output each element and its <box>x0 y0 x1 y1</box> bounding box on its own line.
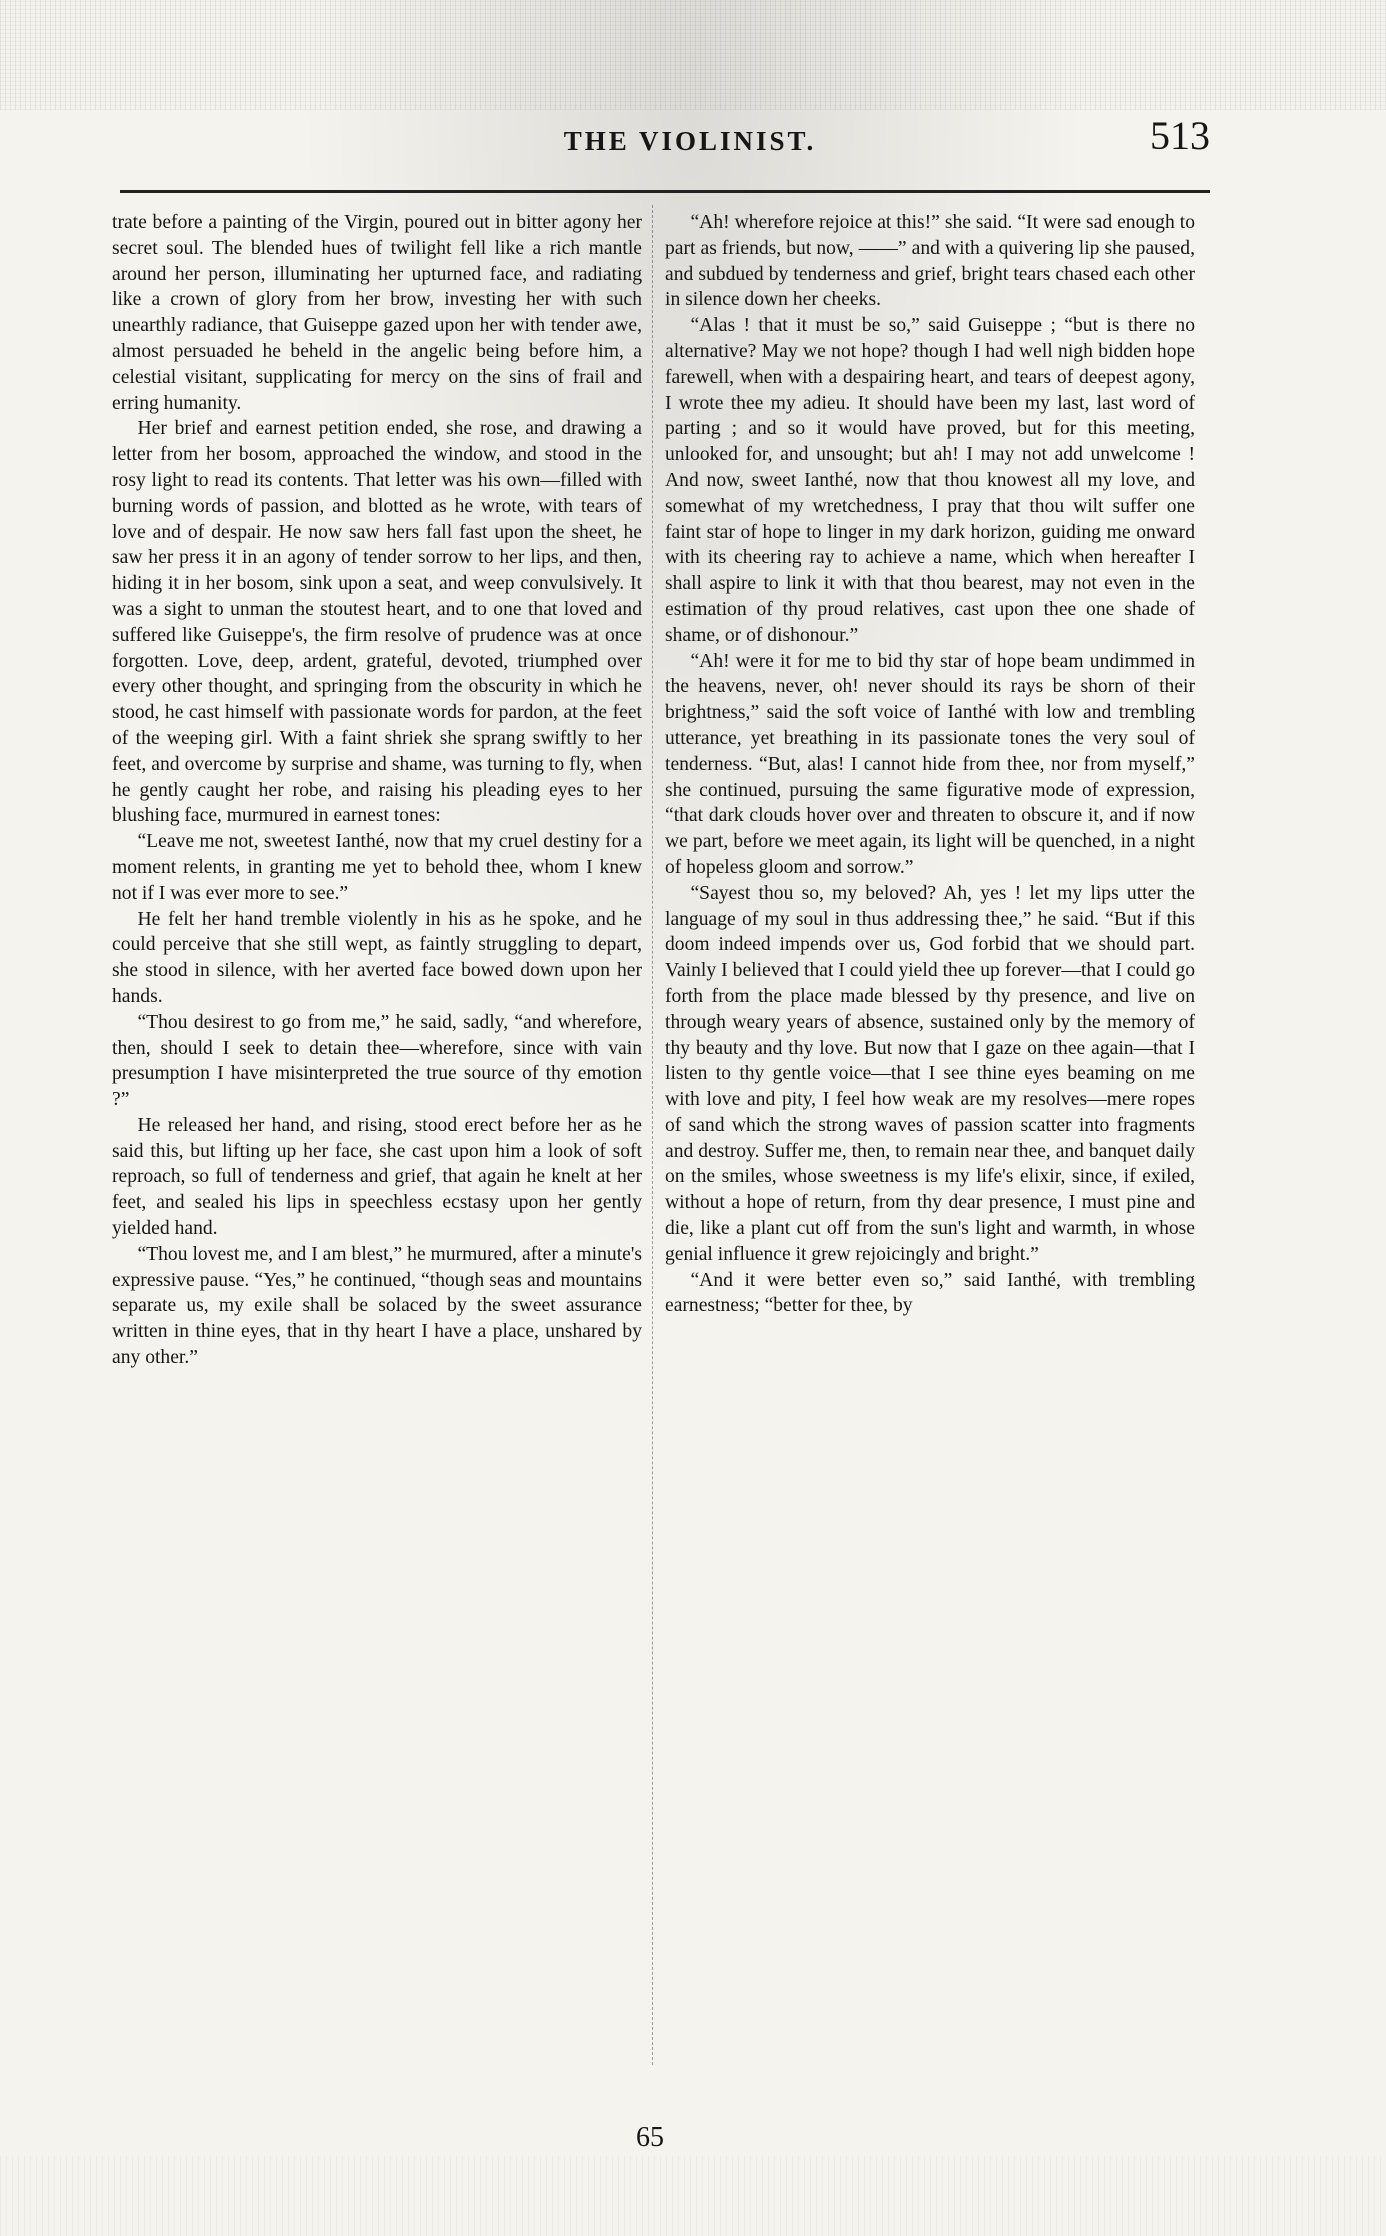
paragraph: “Sayest thou so, my beloved? Ah, yes ! let my lips utter the language of my soul in thus addressing thee,” he said. “But if this doom indeed impends over us, God forbid that we should part. Vainly I believed that I could yield thee up forever—that I could go forth from the place made blessed by thy presence, and live on through weary years of absence, sustained only by the memory of thy beauty and thy love. But now that I gaze on thee again—that I listen to thy gentle voice—that I see thine eyes beaming on me with love and pity, I feel how weak are my resolves—mere ropes of sand which the strong waves of passion scatter into fragments and destroy. Suffer me, then, to remain near thee, and banquet daily on the smiles, whose sweetness is my life's elixir, since, if exiled, without a hope of return, from thy dear presence, I must pine and die, like a plant cut off from the sun's light and warmth, in whose genial influence it grew rejoicingly and bright.” <box>665 882 1195 1265</box>
paragraph: Her brief and earnest petition ended, she rose, and drawing a letter from her bosom, approached the window, and stood in the rosy light to read its contents. That letter was his own—filled with burning words of passion, and blotted as he wrote, with tears of love and of despair. He now saw hers fall fast upon the sheet, he saw her press it in an agony of tender sorrow to her lips, and then, hiding it in her bosom, sink upon a seat, and weep convulsively. It was a sight to unman the stoutest heart, and to one that loved and suffered like Guiseppe's, the firm resolve of prudence was at once forgotten. Love, deep, ardent, grateful, devoted, triumphed over every other thought, and springing from the obscurity in which he stood, he cast himself with passionate words for pardon, at the feet of the weeping girl. With a faint shriek she sprang swiftly to her feet, and overcome by surprise and shame, was turning to fly, when he gently caught her robe, and raising his pleading eyes to her blushing face, murmured in earnest tones: <box>112 418 642 827</box>
paragraph: “Alas ! that it must be so,” said Guiseppe ; “but is there no alternative? May we not hope? though I had well nigh bidden hope farewell, when with a despairing heart, and tears of deepest agony, I wrote thee my adieu. It should have been my last, last word of parting ; and so it would have proved, but for this meeting, unlooked for, and unsought; but ah! I may not add unwelcome ! And now, sweet Ianthé, now that thou knowest all my love, and somewhat of my wretchedness, I pray that thou wilt suffer one faint star of hope to linger in my dark horizon, guiding me onward with its cheering ray to achieve a name, which when hereafter I shall aspire to link it with that thou bearest, may not even in the estimation of thy proud relatives, cast upon thee one shade of shame, or of dishonour.” <box>665 315 1195 646</box>
paragraph: He felt her hand tremble violently in his as he spoke, and he could perceive that she still wept, as faintly struggling to depart, she stood in silence, with her averted face bowed down upon her hands. <box>112 908 642 1007</box>
paragraph: “And it were better even so,” said Ianthé, with trembling earnestness; “better for thee, by <box>665 1269 1195 1317</box>
header-rule <box>120 190 1210 193</box>
page-number: 513 <box>1150 113 1210 158</box>
paragraph: He released her hand, and rising, stood erect before her as he said this, but lifting up her face, she cast upon him a look of soft reproach, so full of tenderness and grief, that again he knelt at her feet, and sealed his lips in speechless ecstasy upon her gently yielded hand. <box>112 1114 642 1240</box>
column-divider <box>652 205 653 2065</box>
right-column <box>665 210 1195 1319</box>
paragraph: “Ah! wherefore rejoice at this!” she said. “It were sad enough to part as friends, but now, ——” and with a quivering lip she paused, and subdued by tenderness and grief, bright tears chased each other in silence down her cheeks. <box>665 212 1195 311</box>
paragraph: “Leave me not, sweetest Ianthé, now that my cruel destiny for a moment relents, in granting me yet to behold thee, whom I knew not if I was ever more to see.” <box>112 831 642 904</box>
page-header <box>120 113 1210 172</box>
paragraph: “Thou lovest me, and I am blest,” he murmured, after a minute's expressive pause. “Yes,” he continued, “though seas and mountains separate us, my exile shall be solaced by the sweet assurance written in thine eyes, that in thy heart I have a place, unshared by any other.” <box>112 1243 642 1369</box>
bottom-print-noise <box>0 2156 1386 2236</box>
signature-mark: 65 <box>636 2122 664 2153</box>
paragraph: “Thou desirest to go from me,” he said, sadly, “and wherefore, then, should I seek to detain thee—wherefore, since with vain presumption I have misinterpreted the true source of thy emotion ?” <box>112 1011 642 1111</box>
paragraph: trate before a painting of the Virgin, poured out in bitter agony her secret soul. The blended hues of twilight fell like a rich mantle around her person, illuminating her upturned face, and radiating like a crown of glory from her brow, investing her with such unearthly radiance, that Guiseppe gazed upon her with tender awe, almost persuaded he beheld in the angelic being before him, a celestial visitant, supplicating for mercy on the sins of frail and erring humanity. <box>112 212 642 414</box>
running-title: THE VIOLINIST. <box>563 126 817 156</box>
top-print-noise <box>0 0 1386 110</box>
paragraph: “Ah! were it for me to bid thy star of hope beam undimmed in the heavens, never, oh! never should its rays be shorn of their brightness,” said the soft voice of Ianthé with low and trembling utterance, yet breathing in its passionate tones the very soul of tenderness. “But, alas! I cannot hide from thee, nor from myself,” she continued, pursuing the same figurative mode of expression, “that dark clouds hover over and threaten to obscure it, and if now we part, before we meet again, its light will be quenched, in a night of hopeless gloom and sorrow.” <box>665 650 1195 878</box>
left-column <box>112 210 642 1371</box>
